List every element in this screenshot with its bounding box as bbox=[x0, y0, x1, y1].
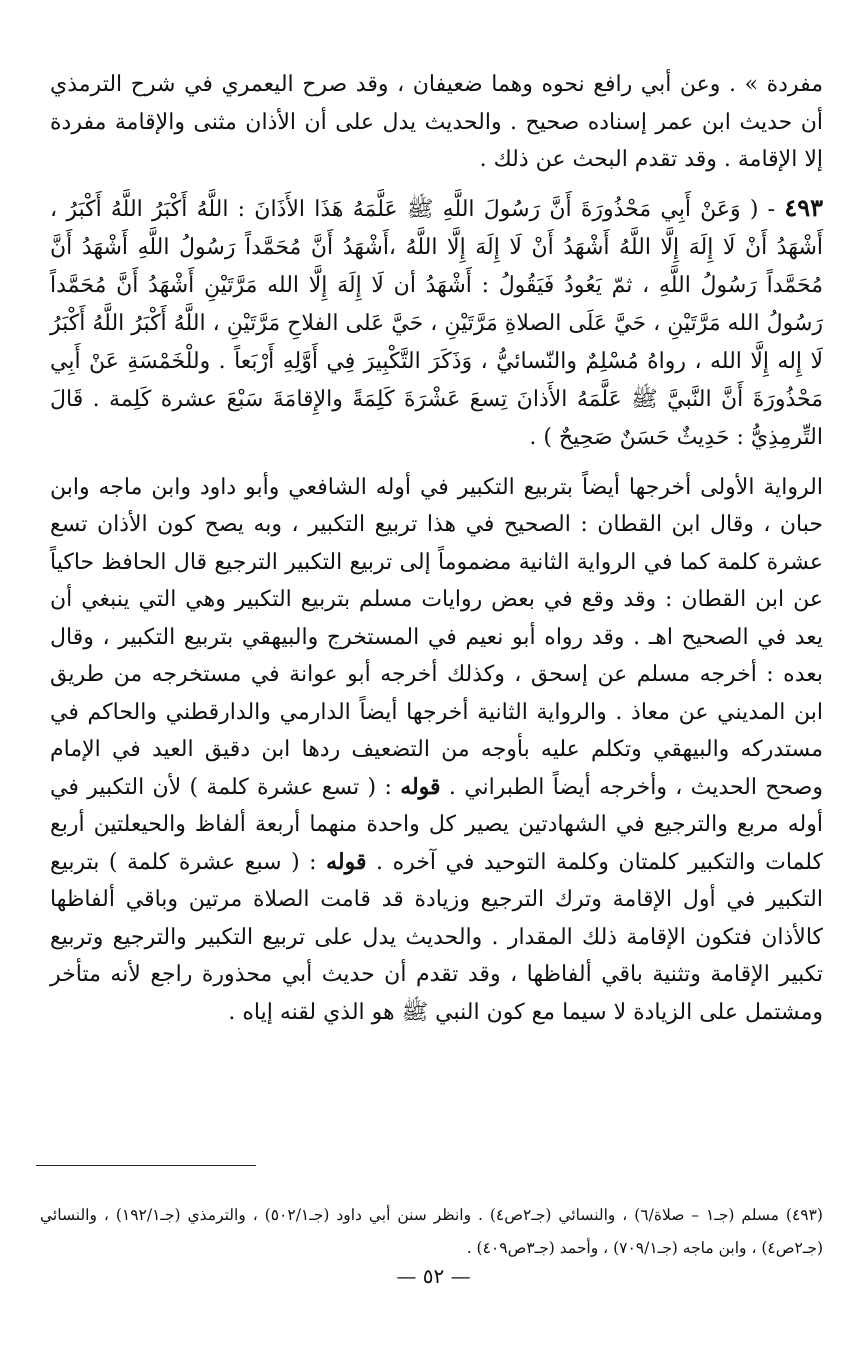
footnote: (٤٩٣) مسلم (جـ١ – صلاة/٦) ، والنسائي (جـ٢ص٤) . وانظر سنن أبي داود (جـ٥٠٢/١) ، والترمذي (جـ١٩٢/١) ، والنسائي (جـ٢ص٤) ، وابن ماجه (جـ٧٠٩/١) ، وأحمد (جـ٣ص٤٠٩) . bbox=[40, 1205, 823, 1257]
hadith-block bbox=[50, 189, 823, 457]
commentary-part-3: : ( سبع عشرة كلمة ) بتربيع التكبير في أول الإقامة وترك الترجيع وزيادة قد قامت الصلاة مرتين وباقي ألفاظها كالأذان فتكون الإقامة ذلك المقدار . والحديث يدل على تربيع التكبير والترجيع وتربيع تكبير الإقامة وتثنية باقي ألفاظها ، وقد تقدم أن حديث أبي محذورة راجع لأنه متأخر ومشتمل على الزيادة لا سيما مع كون النبي ﷺ هو الذي لقنه إياه . bbox=[50, 849, 823, 1025]
hadith-text: - ( وَعَنْ أَبِي مَحْذُورَةَ أَنَّ رَسُولَ اللَّهِ ﷺ عَلَّمَهُ هَذَا الأَذَانَ : اللَّهُ أَكْبَرُ اللَّهُ أَكْبَرُ ، أَشْهَدُ أَنْ لَا إِلَهَ إِلَّا اللَّهُ أَشْهَدُ أَنْ لَا إِلَهَ إِلَّا اللَّهُ ،أَشْهَدُ أَنَّ مُحَمَّداً رَسُولُ اللَّهِ أَشْهَدُ أَنَّ مُحَمَّداً رَسُولُ اللَّهِ ، ثمّ يَعُودُ فَيَقُولُ : أَشْهَدُ أن لَا إِلَهَ إِلَّا الله مَرَّتَيْنِ أَشْهَدُ أَنَّ مُحَمَّداً رَسُولُ الله مَرَّتَيْنِ ، حَيَّ عَلَى الصلاةِ مَرَّتَيْنِ ، حَيَّ عَلى الفلاحِ مَرَّتَيْنِ ، اللَّهُ أَكْبَرُ اللَّهُ أَكْبَرُ لَا إِله إِلَّا الله ، رواهُ مُسْلِمٌ والنّسائيُّ ، وَذَكَرَ التَّكْبِيرَ فِي أَوَّلِهِ أَرْبَعاً . وللْخَمْسَةِ عَنْ أَبِي مَحْذُورَةَ أَنَّ النَّبيَّ ﷺ عَلَّمَهُ الأَذانَ تِسعَ عَشْرَةَ كَلِمَةً والإِقامَةَ سَبْعَ عشرة كَلِمة . قَالَ التِّرمِذِيُّ : حَدِيثٌ حَسَنٌ صَحِيحٌ ) . bbox=[50, 196, 823, 450]
page-number: — ٥٢ — bbox=[396, 1264, 471, 1288]
qawl-marker-2: قوله bbox=[326, 848, 367, 875]
hadith-number: ٤٩٣ bbox=[784, 192, 823, 222]
commentary-part-1: الرواية الأولى أخرجها أيضاً بتربيع التكبير في أوله الشافعي وأبو داود وابن ماجه وابن حبان ، وقال ابن القطان : الصحيح في هذا تربيع التكبير ، وبه يصح كون الأذان تسع عشرة كلمة كما في الرواية الثانية مضموماً إلى تربيع التكبير الترجيع قال الحافظ حاكياً عن ابن القطان : وقد وقع في بعض روايات مسلم بتربيع التكبير وهي التي ينبغي أن يعد في الصحيح اهـ . وقد رواه أبو نعيم في المستخرج والبيهقي بتربيع التكبير ، وقال بعده : أخرجه مسلم عن إسحق ، وكذلك أخرجه أبو عوانة في مستخرجه من طريق ابن المديني عن معاذ . والرواية الثانية أخرجها أيضاً الدارمي والدارقطني والحاكم في مستدركه والبيهقي وتكلم عليه بأوجه من التضعيف ردها ابن دقيق العيد في الإمام وصحح الحديث ، وأخرجه أيضاً الطبراني . bbox=[50, 474, 824, 800]
commentary-paragraph bbox=[50, 469, 823, 1032]
commentary-part-2: : ( تسع عشرة كلمة ) لأن التكبير في أوله مربع والترجيع في الشهادتين يصير كل واحدة منهما أربعة ألفاظ والحيعلتين أربع كلمات والتكبير كلمتان وكلمة التوحيد في آخره . bbox=[50, 774, 823, 875]
qawl-marker-1: قوله bbox=[400, 773, 441, 800]
intro-paragraph: مفردة » . وعن أبي رافع نحوه وهما ضعيفان ، وقد صرح اليعمري في شرح الترمذي أن حديث ابن عمر إسناده صحيح . والحديث يدل على أن الأذان مثنى والإقامة مفردة إلا الإقامة . وقد تقدم البحث عن ذلك . bbox=[50, 72, 823, 172]
footnote-divider bbox=[36, 1165, 256, 1166]
